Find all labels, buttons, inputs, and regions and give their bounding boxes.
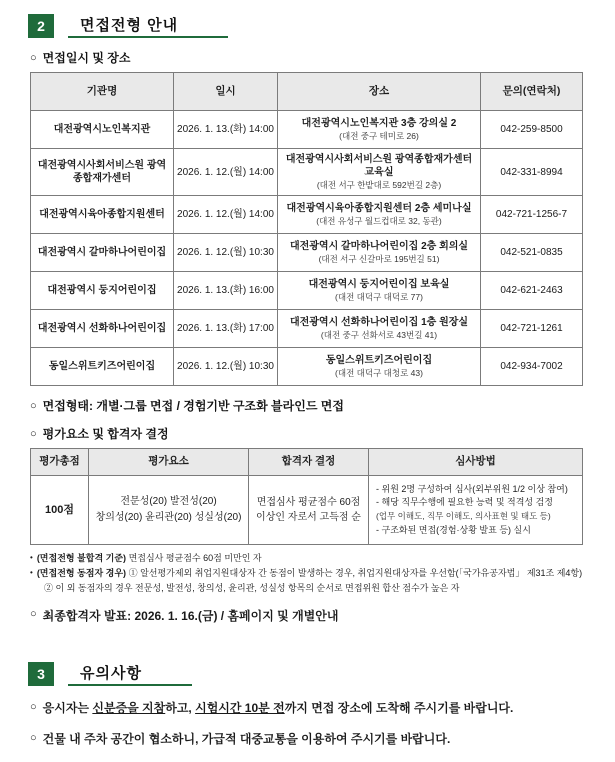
col-method: 심사방법 — [369, 449, 583, 476]
section-heading-2 — [28, 14, 615, 38]
place-address: (대전 대덕구 대덕로 77) — [335, 292, 423, 303]
col-date: 일시 — [174, 73, 278, 111]
cell-org: 대전광역시노인복지관 — [31, 111, 174, 149]
cell-place — [278, 196, 481, 234]
bullet-schedule-label: 면접일시 및 장소 — [42, 51, 131, 65]
cell-date: 2026. 1. 12.(월) 14:00 — [174, 149, 278, 196]
cell-place — [278, 149, 481, 196]
place-name: 대전광역시노인복지관 3층 강의실 2 — [301, 117, 457, 129]
cell-factors — [89, 476, 249, 545]
method-item-2: - 해당 직무수행에 필요한 능력 및 적격성 검정 — [376, 497, 553, 508]
notice-item — [30, 700, 615, 717]
schedule-table — [30, 72, 583, 386]
note-text: 면접심사 평균점수 60점 미만인 자 — [126, 553, 262, 564]
cell-tel: 042-331-8994 — [481, 149, 583, 196]
cell-place — [278, 310, 481, 348]
notice-text-2: 건물 내 주차 공간이 협소하니, 가급적 대중교통을 이용하여 주시기를 바랍니다. — [42, 732, 451, 747]
table-row — [31, 348, 583, 386]
section-title-wrap — [76, 14, 182, 38]
method-item-1: - 위원 2명 구성하여 심사(외부위원 1/2 이상 참여) — [376, 483, 568, 494]
bullet-format-label: 면접형태: 개별·그룹 면접 / 경험기반 구조화 블라인드 면접 — [42, 399, 344, 414]
table-header-row — [31, 449, 583, 476]
note-line — [30, 567, 590, 580]
circle-bullet-icon: ○ — [30, 732, 37, 745]
method-item-3: - 구조화된 면접(경험·상황 발표 등) 실시 — [376, 524, 531, 535]
table-row — [31, 111, 583, 149]
notice-part: 까지 면접 장소에 도착해 주시기를 바랍니다. — [284, 701, 514, 716]
cell-date: 2026. 1. 13.(화) 14:00 — [174, 111, 278, 149]
document-page — [0, 14, 615, 762]
section-title: 면접전형 안내 — [80, 17, 179, 34]
cell-tel: 042-721-1256-7 — [481, 196, 583, 234]
notice-part: 응시자는 — [42, 701, 93, 716]
table-row — [31, 310, 583, 348]
final-announcement-label: 최종합격자 발표: 2026. 1. 16.(금) / 홈페이지 및 개별안내 — [42, 609, 339, 624]
table-row — [31, 476, 583, 545]
factors-line-2: 창의성(20) 윤리관(20) 성실성(20) — [95, 512, 242, 524]
cell-place — [278, 111, 481, 149]
section-number-badge: 2 — [28, 14, 54, 38]
place-address: (대전 유성구 월드컵대로 32, 동관) — [316, 216, 442, 227]
place-name: 대전광역시사회서비스원 광역종합재가센터 교육실 — [285, 154, 473, 178]
section-underline — [68, 36, 228, 38]
note-text: ① 알선평가제외 취업지원대상자 간 동점이 발생하는 경우, 취업지원대상자를 우선함(「국가유공자법」 제31조 제4항) — [126, 568, 583, 579]
notes-block — [30, 552, 590, 595]
circle-bullet-icon: ○ — [30, 52, 37, 64]
section-heading-3 — [28, 662, 615, 686]
place-name: 대전광역시 선화하나어린이집 1층 원장실 — [289, 317, 469, 329]
cell-org: 대전광역시 갈마하나어린이집 — [31, 234, 174, 272]
cell-tel: 042-621-2463 — [481, 272, 583, 310]
note-body — [37, 552, 262, 565]
bullet-format — [30, 399, 615, 414]
bullet-evaluation-label: 평가요소 및 합격자 결정 — [42, 427, 169, 442]
section-number-badge: 3 — [28, 662, 54, 686]
col-tel: 문의(연락처) — [481, 73, 583, 111]
note-bold: (면접전형 동점자 경우) — [36, 568, 127, 579]
section-underline — [68, 684, 192, 686]
table-row — [31, 149, 583, 196]
cell-tel: 042-934-7002 — [481, 348, 583, 386]
place-name: 대전광역시 둥지어린이집 보육실 — [308, 279, 450, 291]
bullet-evaluation — [30, 427, 615, 442]
notice-item — [30, 731, 615, 748]
circle-bullet-icon: ○ — [30, 608, 37, 621]
table-row — [31, 196, 583, 234]
dot-bullet-icon: • — [30, 568, 33, 578]
cell-place — [278, 234, 481, 272]
notice-text-1 — [43, 700, 514, 717]
place-name: 동일스위트키즈어린이집 — [325, 355, 433, 367]
cell-org: 대전광역시육아종합지원센터 — [31, 196, 174, 234]
col-place: 장소 — [278, 73, 481, 111]
note-body — [37, 567, 582, 580]
factors-line-1: 전문성(20) 발전성(20) — [120, 496, 217, 508]
cell-place — [278, 348, 481, 386]
cell-org: 대전광역시사회서비스원 광역종합재가센터 — [31, 149, 174, 196]
circle-bullet-icon: ○ — [30, 428, 37, 441]
section-title-wrap — [76, 662, 146, 686]
col-total-score: 평가총점 — [31, 449, 89, 476]
place-address: (대전 중구 선화서로 43번길 41) — [320, 330, 438, 341]
cell-org: 동일스위트키즈어린이집 — [31, 348, 174, 386]
pass-line-1: 면접심사 평균점수 60점 — [256, 497, 361, 509]
bullet-schedule — [30, 51, 615, 66]
cell-date: 2026. 1. 12.(월) 10:30 — [174, 234, 278, 272]
place-address: (대전 서구 신갈마로 195번길 51) — [318, 254, 440, 265]
cell-org: 대전광역시 선화하나어린이집 — [31, 310, 174, 348]
cell-date: 2026. 1. 13.(화) 17:00 — [174, 310, 278, 348]
table-row — [31, 272, 583, 310]
table-header-row — [31, 73, 583, 111]
pass-line-2: 이상인 자로서 고득점 순 — [256, 512, 361, 524]
circle-bullet-icon: ○ — [30, 701, 37, 714]
cell-date: 2026. 1. 12.(월) 10:30 — [174, 348, 278, 386]
circle-bullet-icon: ○ — [30, 400, 37, 413]
notice-part-underlined: 신분증을 지참 — [92, 701, 166, 716]
cell-tel: 042-259-8500 — [481, 111, 583, 149]
place-address: (대전 중구 테미로 26) — [339, 130, 419, 141]
cell-date: 2026. 1. 12.(월) 14:00 — [174, 196, 278, 234]
method-item-2-sub: (업무 이해도, 직무 이해도, 의사표현 및 태도 등) — [376, 511, 551, 522]
place-name: 대전광역시 갈마하나어린이집 2층 회의실 — [289, 241, 469, 253]
cell-date: 2026. 1. 13.(화) 16:00 — [174, 272, 278, 310]
section-title: 유의사항 — [80, 665, 142, 683]
col-factors: 평가요소 — [89, 449, 249, 476]
cell-total-score: 100점 — [31, 476, 89, 545]
col-org: 기관명 — [31, 73, 174, 111]
notice-part: 하고, — [165, 701, 196, 716]
cell-tel: 042-521-0835 — [481, 234, 583, 272]
place-address: (대전 서구 한밭대로 592번길 2층) — [316, 180, 442, 190]
table-row — [31, 234, 583, 272]
dot-bullet-icon: • — [30, 553, 33, 563]
note-line — [30, 552, 590, 565]
note-sub-line: ② 이 외 동점자의 경우 전문성, 발전성, 창의성, 윤리관, 성실성 항목의 순서로 면접위원 합산 점수가 높은 자 — [44, 583, 460, 594]
cell-pass-criteria — [249, 476, 369, 545]
evaluation-table — [30, 448, 583, 545]
cell-org: 대전광역시 둥지어린이집 — [31, 272, 174, 310]
place-name: 대전광역시육아종합지원센터 2층 세미나실 — [286, 203, 472, 215]
note-bold: (면접전형 불합격 기준) — [36, 553, 127, 564]
place-address: (대전 대덕구 대청로 43) — [335, 368, 423, 379]
final-announcement — [30, 607, 615, 624]
cell-method — [369, 476, 583, 545]
col-pass-criteria: 합격자 결정 — [249, 449, 369, 476]
cell-tel: 042-721-1261 — [481, 310, 583, 348]
notice-part-underlined: 시험시간 10분 전 — [195, 701, 285, 716]
cell-place — [278, 272, 481, 310]
